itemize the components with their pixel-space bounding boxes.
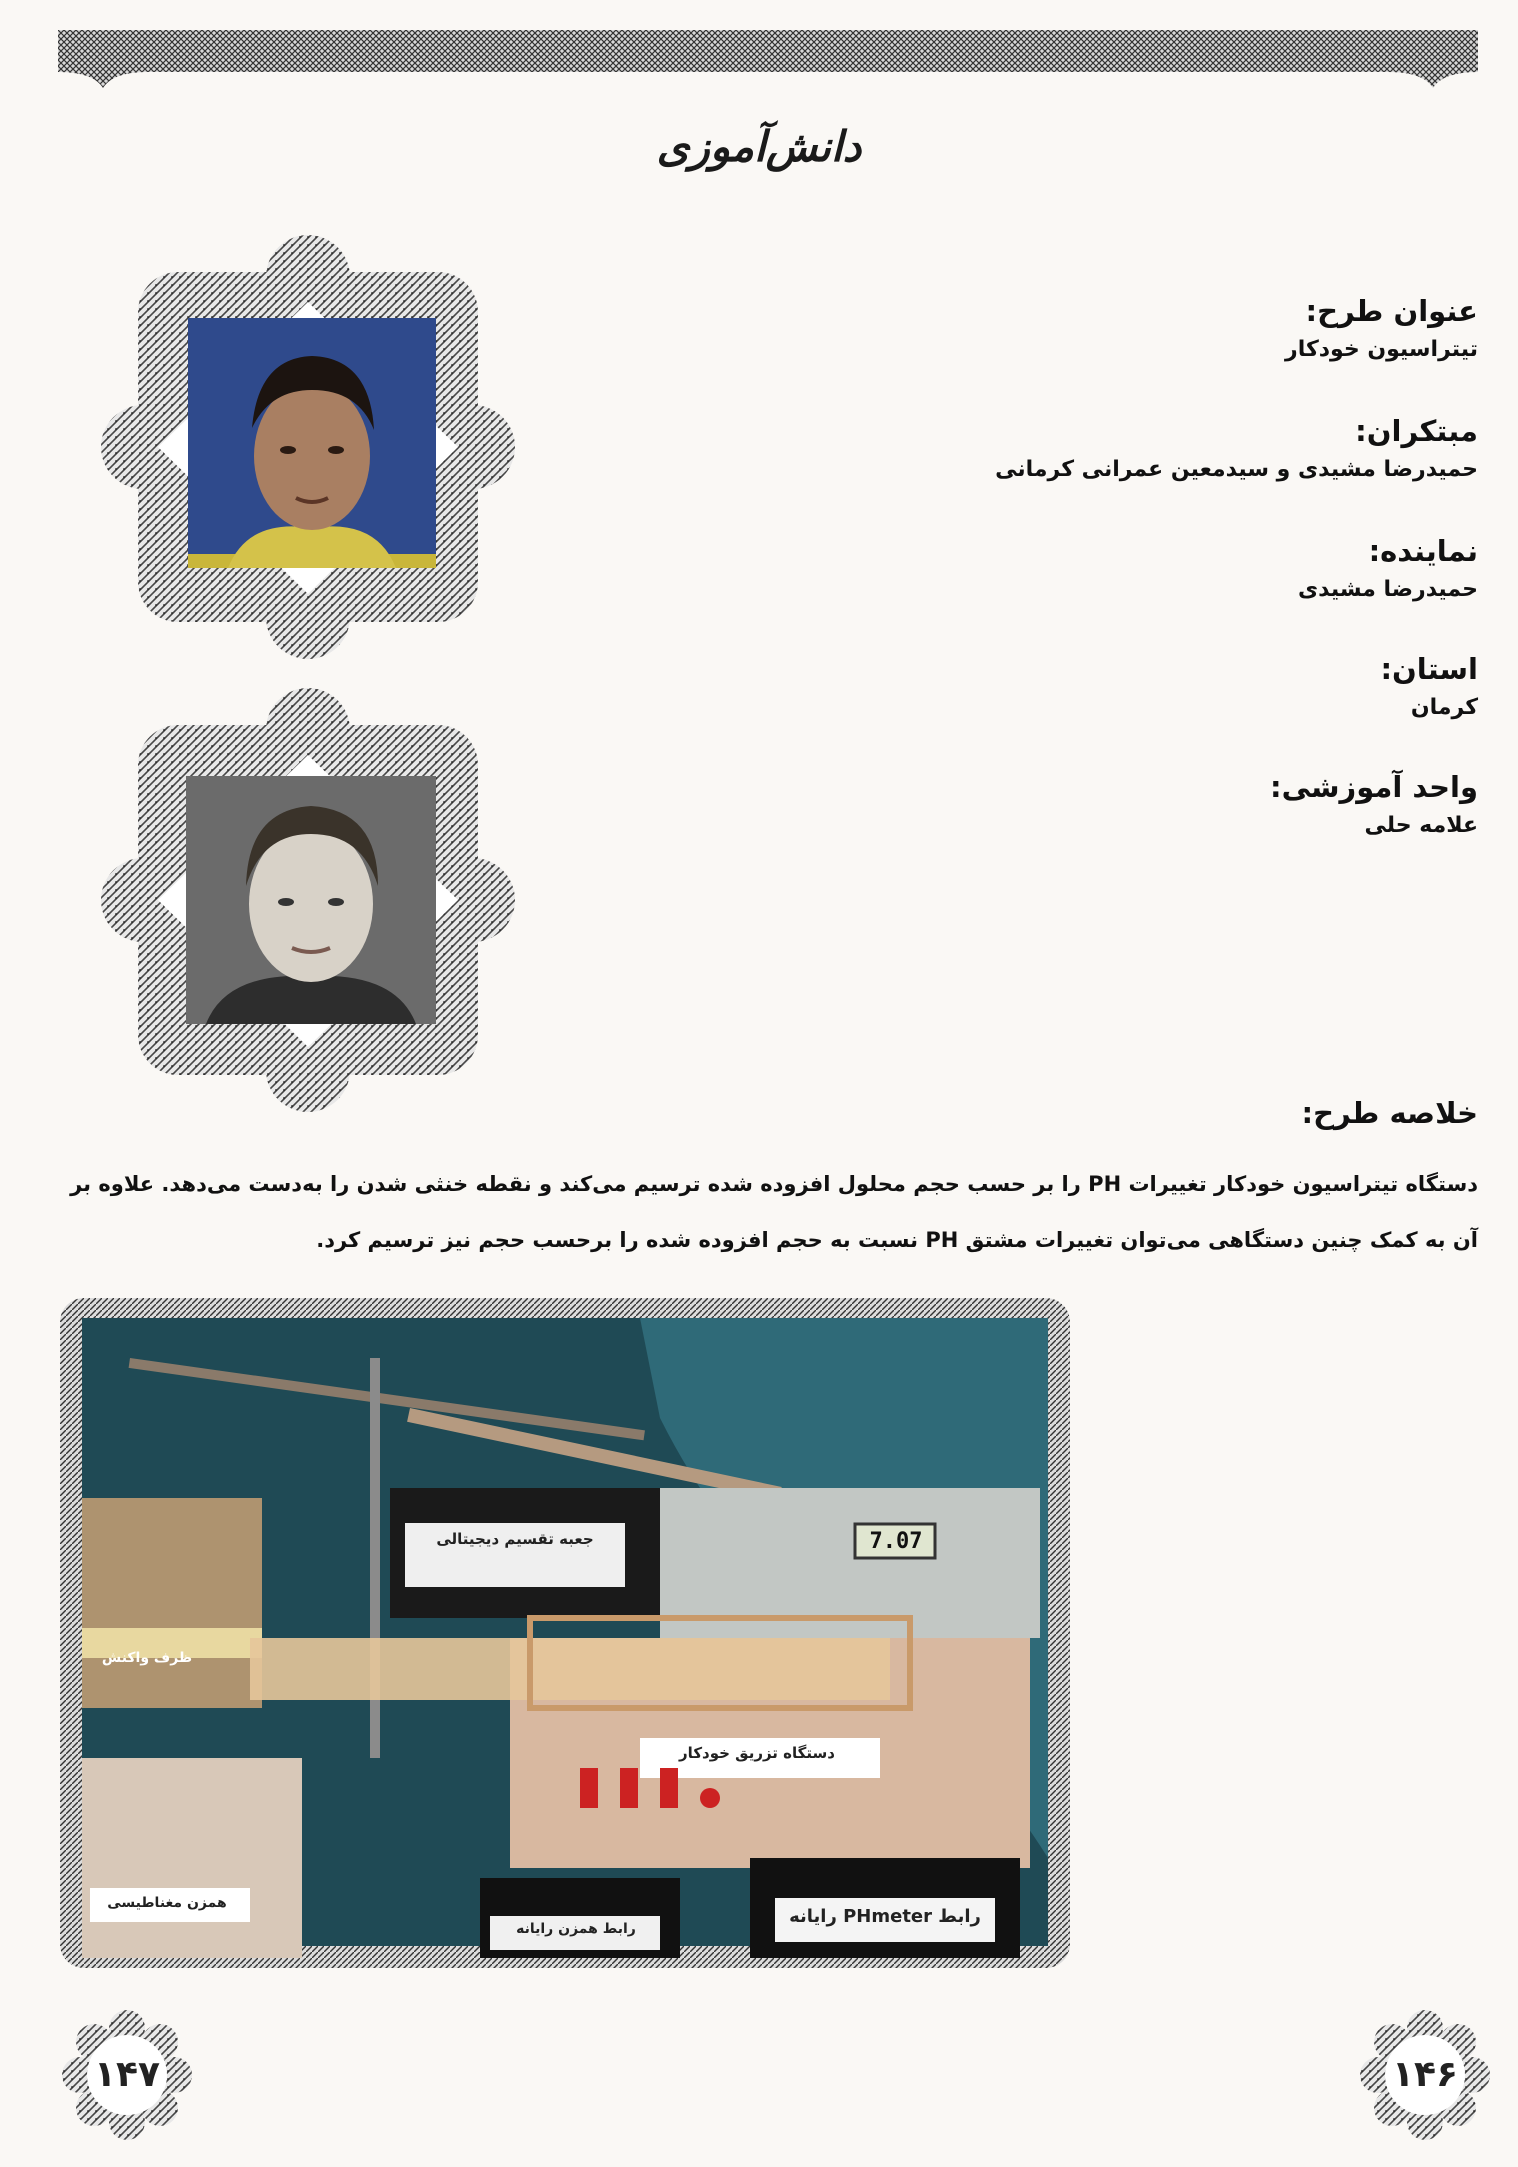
field-representative-label: نماینده: [1368, 534, 1478, 568]
stirrer-label: همزن مغناطیسی [107, 1895, 227, 1911]
timer-label: جعبه تقسیم دیجیتالی [436, 1530, 594, 1548]
device-photo [60, 1298, 1070, 1968]
field-province [778, 650, 1478, 724]
field-province-value: کرمان [1410, 695, 1478, 720]
header-banner [58, 30, 1478, 88]
summary-text: دستگاه تیتراسیون خودکار تغییرات PH را بر حسب حجم محلول افزوده شده ترسیم می‌کند و نقطه خنثی شدن را به‌دست می‌دهد. علاوه بر آن به کمک چنین دستگاهی می‌توان تغییرات مشتق PH نسبت به حجم افزوده شده را برحسب حجم نیز ترسیم کرد. [70, 1172, 1478, 1252]
portrait-photo-2 [186, 776, 436, 1024]
portrait-photo-1 [188, 318, 436, 568]
stirrer-interface-label: رابط همزن رایانه [516, 1921, 636, 1937]
ph-display-value: 7.07 [869, 1529, 923, 1554]
beaker-label: ظرف واکنش [101, 1650, 193, 1666]
field-title-label: عنوان طرح: [1305, 294, 1478, 328]
field-title [778, 292, 1478, 366]
field-school-value: علامه حلی [1364, 813, 1478, 838]
injector-label: دستگاه تزریق خودکار [679, 1744, 835, 1762]
field-school-label: واحد آموزشی: [1270, 770, 1478, 804]
field-inventors-value: حمیدرضا مشیدی و سیدمعین عمرانی کرمانی [995, 457, 1478, 482]
summary-label: خلاصه طرح: [1301, 1096, 1478, 1130]
field-province-label: استان: [1380, 652, 1478, 686]
field-school [778, 768, 1478, 842]
page-number-right [1360, 2010, 1490, 2140]
field-title-value: تیتراسیون خودکار [1285, 337, 1478, 362]
field-representative [778, 532, 1478, 606]
page-number-left-text: ۱۴۷ [94, 2054, 160, 2095]
field-inventors [778, 412, 1478, 486]
page-number-right-text: ۱۴۶ [1392, 2054, 1458, 2095]
page-number-left [62, 2010, 192, 2140]
section-title: دانش‌آموزی [656, 122, 862, 171]
field-inventors-label: مبتکران: [1355, 414, 1478, 448]
phmeter-interface-label: رابط PHmeter رایانه [789, 1906, 981, 1927]
field-representative-value: حمیدرضا مشیدی [1298, 577, 1478, 602]
